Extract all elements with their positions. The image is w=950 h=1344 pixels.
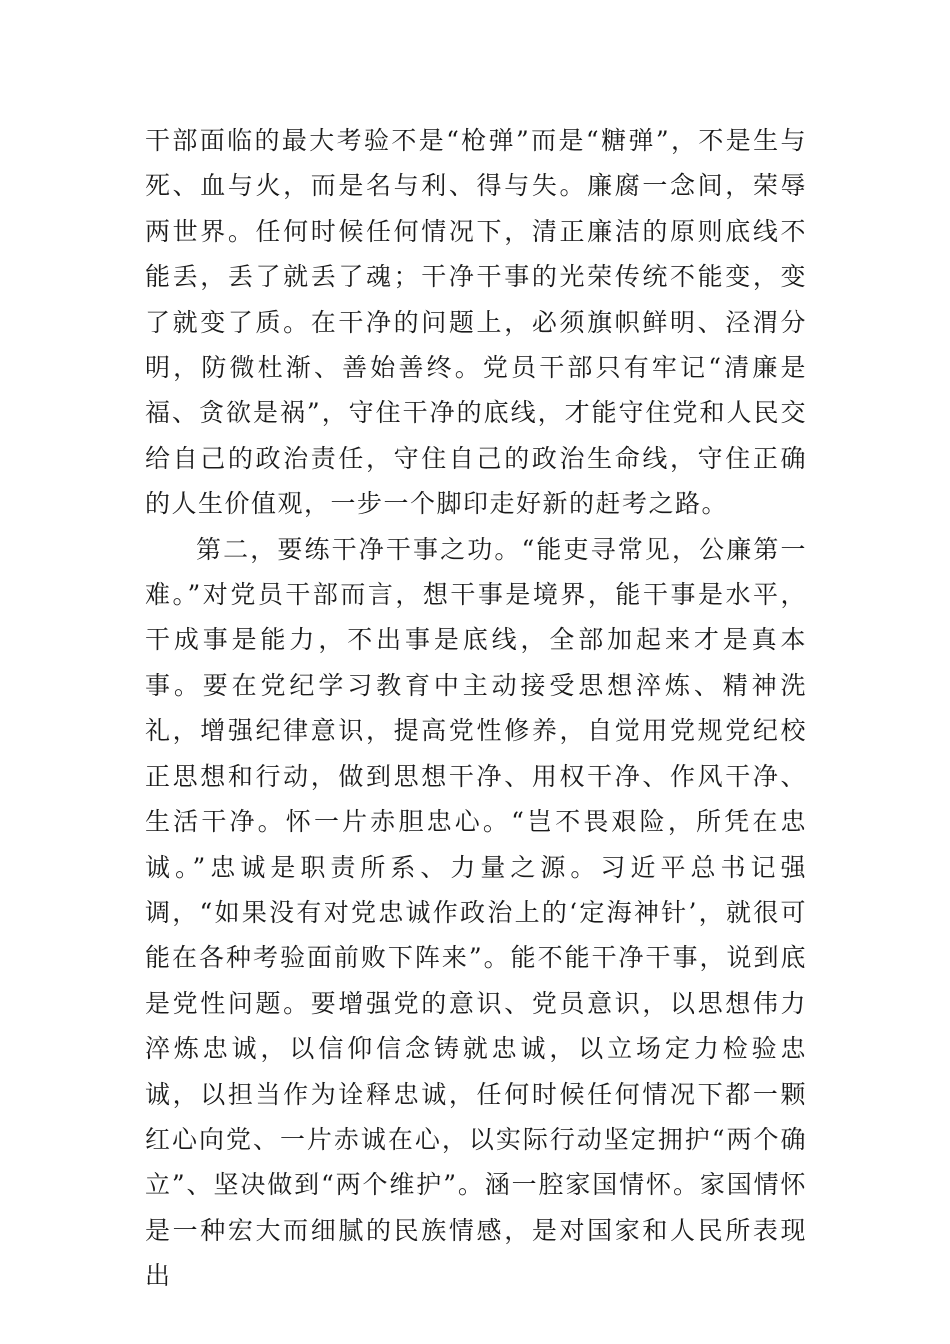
- body-text: [145, 118, 807, 1299]
- paragraph-second-point: 第二，要练干净干事之功。“能吏寻常见，公廉第一难。”对党员干部而言，想干事是境界，能干事是水平，干成事是能力，不出事是底线，全部加起来才是真本事。要在党纪学习教育中主动接受思想淬炼、精神洗礼，增强纪律意识，提高党性修养，自觉用党规党纪校正思想和行动，做到思想干净、用权干净、作风干净、生活干净。怀一片赤胆忠心。“岂不畏艰险，所凭在忠诚。”忠诚是职责所系、力量之源。习近平总书记强调，“如果没有对党忠诚作政治上的‘定海神针’，就很可能在各种考验面前败下阵来”。能不能干净干事，说到底是党性问题。要增强党的意识、党员意识，以思想伟力淬炼忠诚，以信仰信念铸就忠诚，以立场定力检验忠诚，以担当作为诠释忠诚，任何时候任何情况下都一颗红心向党、一片赤诚在心，以实际行动坚定拥护“两个确立”、坚决做到“两个维护”。涵一腔家国情怀。家国情怀是一种宏大而细腻的民族情感，是对国家和人民所表现出: [145, 534, 807, 1291]
- paragraph-continuation: 干部面临的最大考验不是“枪弹”而是“糖弹”，不是生与死、血与火，而是名与利、得与失。廉腐一念间，荣辱两世界。任何时候任何情况下，清正廉洁的原则底线不能丢，丢了就丢了魂；干净干事的光荣传统不能变，变了就变了质。在干净的问题上，必须旗帜鲜明、泾渭分明，防微杜渐、善始善终。党员干部只有牢记“清廉是福、贪欲是祸”，守住干净的底线，才能守住党和人民交给自己的政治责任，守住自己的政治生命线，守住正确的人生价值观，一步一个脚印走好新的赶考之路。: [145, 126, 807, 519]
